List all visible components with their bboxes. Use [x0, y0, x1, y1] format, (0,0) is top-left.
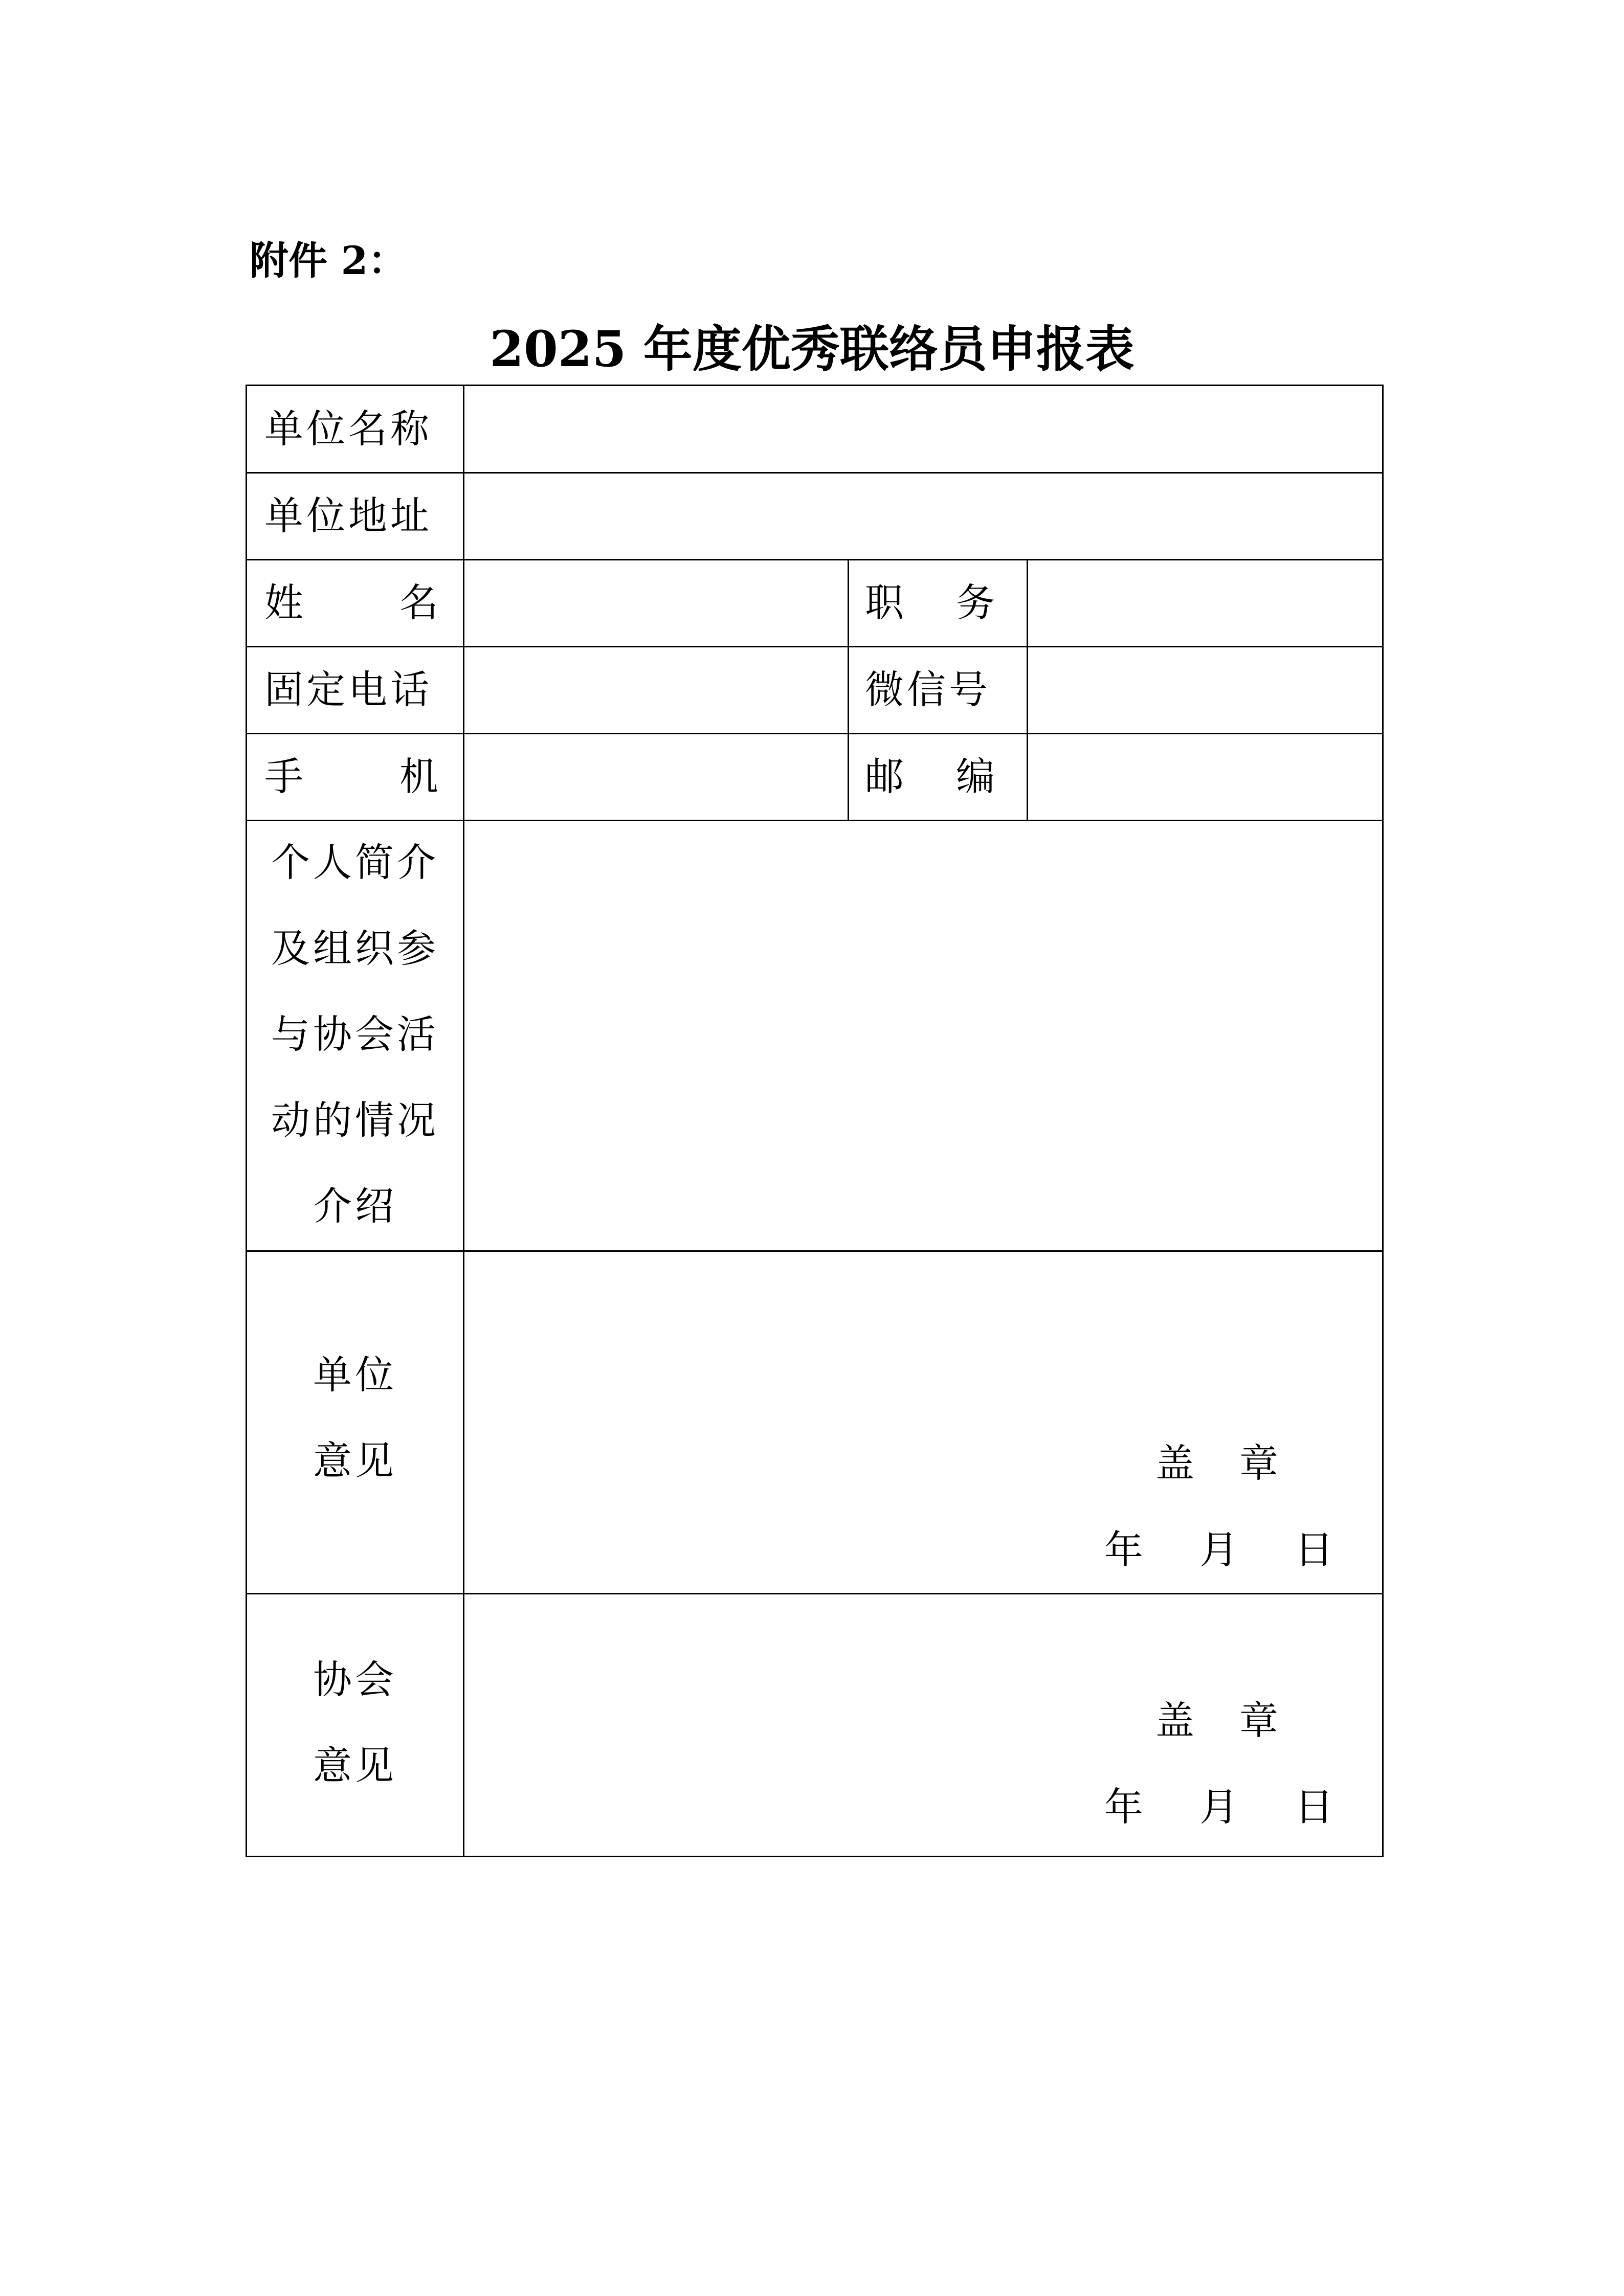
personal-intro-line: 及组织参 — [271, 926, 439, 971]
association-seal-char: 盖 — [1155, 1698, 1194, 1743]
column-divider — [848, 559, 849, 821]
unit-date — [1104, 1524, 1333, 1575]
unit-name-field[interactable] — [464, 386, 1382, 472]
personal-intro-line: 与协会活 — [271, 1011, 439, 1057]
unit-address-field[interactable] — [464, 474, 1382, 559]
position-label — [865, 577, 995, 628]
mobile-label-char: 手 — [264, 754, 303, 799]
landline-field[interactable] — [464, 647, 848, 733]
postcode-label-char: 邮 — [865, 754, 904, 799]
personal-intro-line: 介绍 — [313, 1183, 397, 1229]
association-opinion-line: 意见 — [313, 1743, 397, 1788]
application-form-table — [246, 385, 1384, 1857]
association-seal — [1155, 1695, 1278, 1746]
postcode-label — [865, 751, 995, 802]
personal-intro-label — [247, 820, 463, 1249]
landline-label: 固定电话 — [264, 667, 432, 712]
association-seal-char: 章 — [1239, 1698, 1278, 1743]
unit-seal — [1155, 1438, 1278, 1489]
association-opinion-label — [247, 1637, 463, 1809]
unit-opinion-line: 意见 — [313, 1438, 397, 1483]
unit-seal-char: 盖 — [1155, 1440, 1194, 1486]
postcode-label-char: 编 — [956, 754, 995, 799]
personal-intro-field[interactable] — [464, 821, 1382, 1250]
unit-opinion-label — [247, 1332, 463, 1504]
name-label-char: 名 — [399, 580, 438, 625]
name-label — [264, 577, 438, 628]
unit-name-label: 单位名称 — [264, 406, 432, 452]
postcode-field[interactable] — [1028, 734, 1382, 820]
association-date-month: 月 — [1199, 1784, 1238, 1830]
attachment-label: 附件 2： — [250, 238, 407, 283]
unit-seal-char: 章 — [1239, 1440, 1278, 1486]
mobile-field[interactable] — [464, 734, 848, 820]
unit-date-year: 年 — [1104, 1527, 1143, 1572]
wechat-field[interactable] — [1028, 647, 1382, 733]
unit-opinion-line: 单位 — [313, 1352, 397, 1398]
document-title: 2025 年度优秀联络员申报表 — [490, 320, 1134, 378]
association-date — [1104, 1782, 1333, 1833]
personal-intro-line: 动的情况 — [271, 1097, 439, 1143]
personal-intro-line: 个人简介 — [271, 840, 439, 885]
unit-date-day: 日 — [1295, 1527, 1333, 1572]
association-opinion-line: 协会 — [313, 1657, 397, 1702]
mobile-label-char: 机 — [399, 754, 438, 799]
association-date-year: 年 — [1104, 1784, 1143, 1830]
wechat-label: 微信号 — [865, 667, 991, 712]
position-field[interactable] — [1028, 560, 1382, 646]
association-date-day: 日 — [1295, 1784, 1333, 1830]
unit-address-label: 单位地址 — [264, 493, 432, 538]
position-label-char: 职 — [865, 580, 904, 625]
unit-date-month: 月 — [1199, 1527, 1238, 1572]
mobile-label — [264, 751, 438, 802]
position-label-char: 务 — [956, 580, 995, 625]
name-label-char: 姓 — [264, 580, 303, 625]
name-field[interactable] — [464, 560, 848, 646]
